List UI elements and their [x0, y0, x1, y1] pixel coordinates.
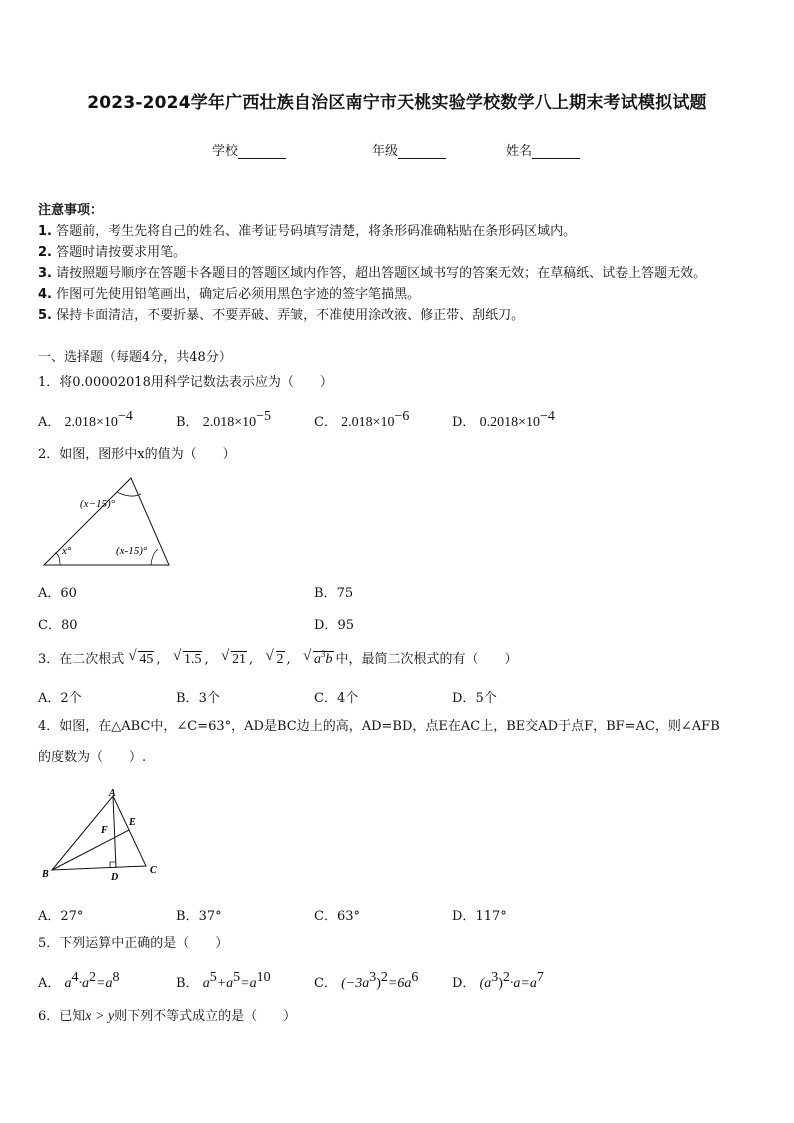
q2-option-a[interactable]: A．60 [38, 586, 77, 601]
grade-blank[interactable] [398, 144, 446, 159]
q2-option-b[interactable]: B．75 [314, 586, 354, 601]
radical-1: √ 45 [128, 648, 154, 667]
name-blank[interactable] [532, 144, 580, 159]
radical-3: √ 21 [220, 648, 246, 667]
note-item: 5. 保持卡面清洁，不要折暴、不要弄破、弄皱，不准使用涂改液、修正带、刮纸刀。 [38, 308, 525, 323]
left-angle-label: x° [62, 545, 72, 557]
note-item: 4. 作图可先使用铅笔画出，确定后必须用黑色字迹的签字笔描黑。 [38, 287, 421, 302]
name-label: 姓名 [506, 144, 533, 159]
q3-option-b[interactable]: B．3个 [176, 691, 220, 706]
q4-triangle-figure [38, 784, 168, 884]
q3-option-d[interactable]: D．5个 [452, 691, 497, 706]
grade-field [372, 140, 446, 159]
segment-be [52, 830, 129, 870]
right-angle-arc [151, 549, 158, 565]
q1-option-b[interactable]: B． $2.018\times 10^{-5}$ [176, 409, 272, 430]
question-3-stem: 3．在二次根式 √ 45 , √ 1.5 , √ 21 , √ 2 , √ $a^3b$ 中，最简二次根式的有（ ） [38, 648, 518, 667]
q1-option-a[interactable]: A． $2.018\times 10^{-4}$ [38, 409, 133, 430]
notes-heading: 注意事项： [38, 203, 104, 218]
note-item: 2. 答题时请按要求用笔。 [38, 245, 187, 260]
q4-option-d[interactable]: D．117° [452, 909, 507, 924]
question-6-stem: 6．已知x > y则下列不等式成立的是（ ） [38, 1009, 297, 1024]
q5-option-a[interactable]: A． $a^4\cdot a^2=a^8$ [38, 970, 120, 991]
school-blank[interactable] [238, 144, 286, 159]
label-d: D [111, 872, 119, 883]
q3-option-a[interactable]: A．2个 [38, 691, 82, 706]
label-c: C [150, 865, 157, 876]
q3-option-c[interactable]: C．4个 [314, 691, 359, 706]
q2-triangle-figure [38, 472, 178, 572]
q1-option-c[interactable]: C． $2.018\times 10^{-6}$ [314, 409, 410, 430]
name-field [506, 140, 580, 159]
q5-option-d[interactable]: D． $(a^3)^2\cdot a=a^7$ [452, 970, 544, 991]
q4-option-a[interactable]: A．27° [38, 909, 84, 924]
triangle-abc [52, 796, 146, 870]
left-angle-arc [55, 553, 60, 565]
question-5-stem: 5．下列运算中正确的是（ ） [38, 936, 229, 951]
section-heading: 一、选择题（每题4分，共48分） [38, 350, 232, 365]
q5-option-b[interactable]: B． $a^5+a^5=a^{10}$ [176, 970, 271, 991]
question-4-stem-line2: 的度数为（ ）. [38, 750, 147, 765]
label-a: A [109, 788, 116, 799]
q1-option-d[interactable]: D． $0.2018\times 10^{-4}$ [452, 409, 555, 430]
question-2-stem: 2．如图，图形中x的值为（ ） [38, 447, 236, 462]
question-4-stem-line1: 4．如图，在△ABC中，∠C=63°，AD是BC边上的高，AD=BD，点E在AC上，BE交AD于点F，BF=AC，则∠AFB [38, 719, 720, 734]
school-field [212, 140, 286, 159]
q5-option-c[interactable]: C． $(-3a^3)^2=6a^6$ [314, 970, 419, 991]
question-1-stem: 1．将0.00002018用科学记数法表示应为（ ） [38, 375, 333, 390]
radical-5: √ $a^3b$ [303, 648, 333, 667]
top-angle-label: (x−15)° [80, 498, 116, 510]
radical-2: √ 1.5 [172, 648, 202, 667]
label-b: B [42, 869, 49, 880]
note-item: 3. 请按照题号顺序在答题卡各题目的答题区域内作答，超出答题区域书写的答案无效；在草稿纸、试卷上答题无效。 [38, 266, 707, 281]
right-angle-label: (x-15)° [116, 545, 148, 557]
altitude-ad [113, 796, 116, 868]
label-e: E [129, 817, 136, 828]
q2-option-c[interactable]: C．80 [38, 618, 78, 633]
note-item: 1. 答题前，考生先将自己的姓名、准考证号码填写清楚，将条形码准确粘贴在条形码区域内。 [38, 224, 577, 239]
school-label: 学校 [212, 144, 239, 159]
grade-label: 年级 [372, 144, 399, 159]
page-title: 2023-2024学年广西壮族自治区南宁市天桃实验学校数学八上期末考试模拟试题 [87, 93, 707, 113]
radical-4: √ 2 [265, 648, 284, 667]
q4-option-b[interactable]: B．37° [176, 909, 222, 924]
q4-option-c[interactable]: C．63° [314, 909, 360, 924]
q2-option-d[interactable]: D．95 [314, 618, 354, 633]
label-f: F [101, 825, 108, 836]
